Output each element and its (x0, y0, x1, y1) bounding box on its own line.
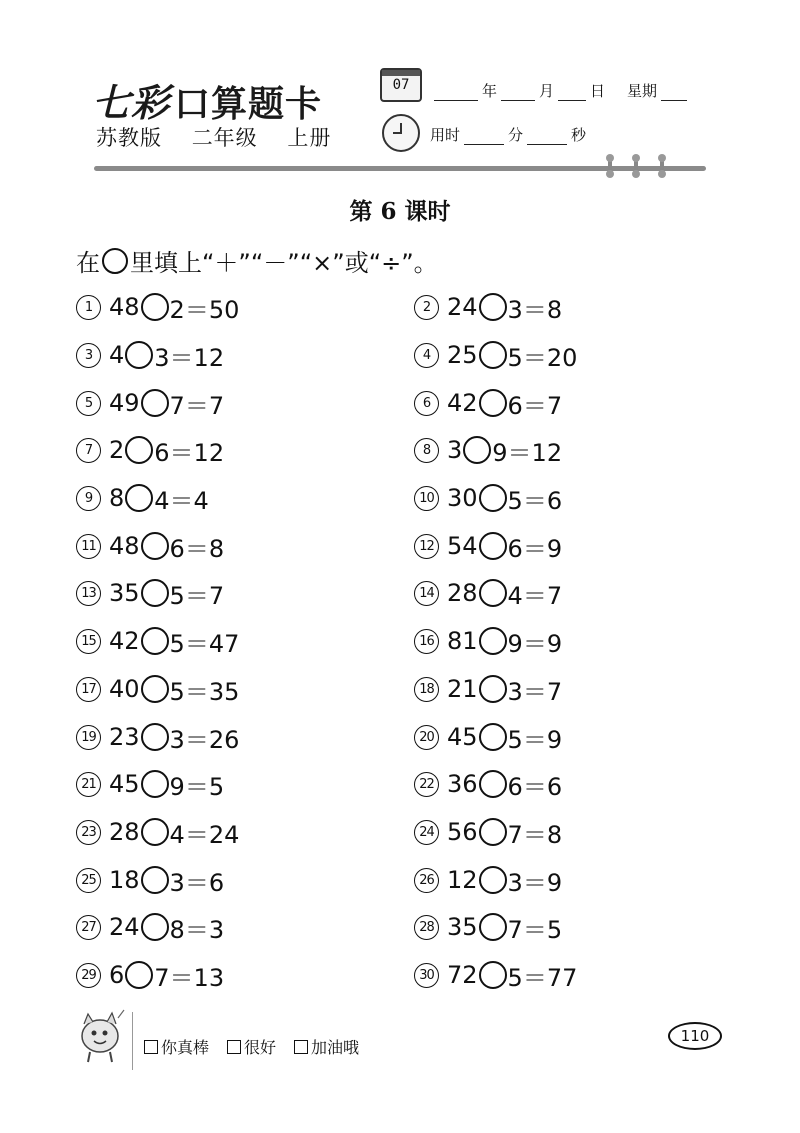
header-divider (94, 166, 706, 171)
edition-volume: 上册 (287, 126, 332, 150)
day-label: 日 (590, 82, 606, 100)
problem-number: 9 (76, 486, 101, 511)
operator-slot[interactable] (141, 675, 169, 703)
equation-rest: 7＝8 (507, 820, 563, 849)
operand: 36 (447, 770, 478, 798)
operator-slot[interactable] (479, 532, 507, 560)
equation-rest: 5＝47 (169, 629, 240, 658)
equation-rest: 5＝6 (507, 486, 563, 515)
equation-rest: 3＝6 (169, 868, 225, 897)
operand: 12 (447, 866, 478, 894)
problem-9 (76, 482, 209, 514)
problem-number: 29 (76, 963, 101, 988)
operator-slot[interactable] (125, 436, 153, 464)
logo-brand: 七彩 (92, 80, 171, 125)
problem-number: 10 (414, 486, 439, 511)
operand: 81 (447, 627, 478, 655)
operand: 49 (109, 389, 140, 417)
edition-publisher: 苏教版 (96, 126, 162, 150)
operator-slot[interactable] (141, 866, 169, 894)
equation-rest: 5＝35 (169, 677, 240, 706)
problem-number: 26 (414, 868, 439, 893)
operand: 3 (447, 436, 463, 464)
problem-29 (76, 959, 224, 991)
lesson-title: 第 6 课时 (349, 198, 451, 225)
binder-ring-icon (634, 158, 638, 174)
rating-label: 你真棒 (161, 1038, 210, 1057)
equation-rest: 9＝12 (492, 438, 563, 467)
equation-rest: 3＝26 (169, 725, 240, 754)
operator-slot[interactable] (463, 436, 491, 464)
rating-label: 很好 (244, 1038, 277, 1057)
instruction (76, 243, 438, 278)
problem-number: 16 (414, 629, 439, 654)
operand: 24 (109, 913, 140, 941)
equation-rest: 3＝9 (507, 868, 563, 897)
problem-12 (414, 530, 562, 562)
problem-number: 8 (414, 438, 439, 463)
problem-number: 23 (76, 820, 101, 845)
edition-info (96, 122, 353, 152)
problem-number: 6 (414, 391, 439, 416)
problem-13 (76, 577, 224, 609)
operator-slot[interactable] (141, 389, 169, 417)
equation-rest: 6＝7 (507, 391, 563, 420)
equation-rest: 5＝7 (169, 581, 225, 610)
problem-23 (76, 816, 239, 848)
problem-21 (76, 768, 224, 800)
operand: 30 (447, 484, 478, 512)
equation-rest: 5＝20 (507, 343, 578, 372)
operand: 45 (447, 723, 478, 751)
operator-slot[interactable] (141, 293, 169, 321)
problem-number: 5 (76, 391, 101, 416)
time-used-label: 用时 (430, 126, 461, 144)
operator-slot[interactable] (141, 913, 169, 941)
binder-ring-icon (660, 158, 664, 174)
date-fields (430, 80, 691, 101)
problem-24 (414, 816, 562, 848)
page-number: 110 (668, 1022, 722, 1050)
problem-number: 3 (76, 343, 101, 368)
operator-slot[interactable] (479, 484, 507, 512)
equation-rest: 8＝3 (169, 915, 225, 944)
problem-number: 1 (76, 295, 101, 320)
operand: 28 (109, 818, 140, 846)
equation-rest: 6＝9 (507, 534, 563, 563)
instruction-before: 在 (76, 249, 100, 277)
problem-number: 24 (414, 820, 439, 845)
checkbox-icon[interactable] (294, 1040, 308, 1054)
problem-number: 15 (76, 629, 101, 654)
equation-rest: 4＝24 (169, 820, 240, 849)
problem-27 (76, 911, 224, 943)
problem-15 (76, 625, 239, 657)
problem-number: 27 (76, 915, 101, 940)
operand: 35 (109, 579, 140, 607)
minutes-input[interactable] (464, 130, 504, 145)
equation-rest: 5＝9 (507, 725, 563, 754)
operand: 8 (109, 484, 125, 512)
problem-number: 18 (414, 677, 439, 702)
problem-14 (414, 577, 562, 609)
operand: 28 (447, 579, 478, 607)
operator-slot[interactable] (479, 961, 507, 989)
operand: 48 (109, 293, 140, 321)
problem-16 (414, 625, 562, 657)
operator-slot[interactable] (479, 913, 507, 941)
equation-rest: 9＝9 (507, 629, 563, 658)
calendar-icon (380, 68, 422, 102)
operand: 40 (109, 675, 140, 703)
self-rating (144, 1035, 377, 1058)
operand: 24 (447, 293, 478, 321)
operator-slot[interactable] (479, 770, 507, 798)
calendar-number: 07 (392, 77, 410, 93)
problem-number: 30 (414, 963, 439, 988)
rating-label: 加油哦 (311, 1038, 360, 1057)
operator-slot[interactable] (479, 579, 507, 607)
problem-number: 19 (76, 725, 101, 750)
problem-17 (76, 673, 239, 705)
operator-slot[interactable] (479, 293, 507, 321)
rating-option-keep-going[interactable] (294, 1035, 359, 1058)
problem-number: 21 (76, 772, 101, 797)
problem-number: 14 (414, 581, 439, 606)
operator-slot[interactable] (479, 866, 507, 894)
operand: 72 (447, 961, 478, 989)
equation-rest: 2＝50 (169, 295, 240, 324)
equation-rest: 5＝77 (507, 963, 578, 992)
seconds-label: 秒 (571, 126, 587, 144)
equation-rest: 7＝5 (507, 915, 563, 944)
operator-slot[interactable] (479, 675, 507, 703)
problem-number: 22 (414, 772, 439, 797)
operand: 4 (109, 341, 125, 369)
problem-number: 12 (414, 534, 439, 559)
operand: 56 (447, 818, 478, 846)
operand: 6 (109, 961, 125, 989)
operator-slot[interactable] (141, 723, 169, 751)
operand: 42 (109, 627, 140, 655)
operand: 42 (447, 389, 478, 417)
problem-number: 4 (414, 343, 439, 368)
problem-number: 17 (76, 677, 101, 702)
problem-number: 7 (76, 438, 101, 463)
problem-7 (76, 434, 224, 466)
problem-28 (414, 911, 562, 943)
equation-rest: 3＝8 (507, 295, 563, 324)
edition-grade: 二年级 (191, 126, 258, 150)
equation-rest: 9＝5 (169, 772, 225, 801)
problem-19 (76, 721, 239, 753)
operator-slot[interactable] (141, 627, 169, 655)
year-input[interactable] (434, 86, 478, 101)
problem-22 (414, 768, 562, 800)
operand: 54 (447, 532, 478, 560)
rating-option-great[interactable] (144, 1035, 209, 1058)
checkbox-icon[interactable] (144, 1040, 158, 1054)
equation-rest: 4＝4 (154, 486, 209, 515)
rating-option-good[interactable] (227, 1035, 276, 1058)
operator-slot[interactable] (479, 818, 507, 846)
time-fields (430, 124, 586, 145)
operator-slot[interactable] (125, 341, 153, 369)
binder-ring-icon (608, 158, 612, 174)
equation-rest: 3＝7 (507, 677, 563, 706)
operand: 35 (447, 913, 478, 941)
problem-18 (414, 673, 562, 705)
problem-6 (414, 387, 562, 419)
operator-slot[interactable] (479, 341, 507, 369)
operator-slot[interactable] (141, 818, 169, 846)
operand: 23 (109, 723, 140, 751)
problem-3 (76, 339, 224, 371)
problem-20 (414, 721, 562, 753)
equation-rest: 4＝7 (507, 581, 563, 610)
seconds-input[interactable] (527, 130, 567, 145)
equation-rest: 7＝13 (154, 963, 225, 992)
problem-number: 20 (414, 725, 439, 750)
problem-25 (76, 864, 224, 896)
equation-rest: 3＝12 (154, 343, 225, 372)
equation-rest: 7＝7 (169, 391, 225, 420)
operator-slot[interactable] (125, 484, 153, 512)
operator-slot[interactable] (479, 627, 507, 655)
app-logo (92, 72, 322, 127)
problem-1 (76, 291, 239, 323)
equation-rest: 6＝6 (507, 772, 563, 801)
operator-slot[interactable] (479, 723, 507, 751)
footer-divider (132, 1012, 133, 1070)
weekday-label: 星期 (627, 82, 658, 100)
problem-number: 28 (414, 915, 439, 940)
month-input[interactable] (501, 86, 535, 101)
operand: 21 (447, 675, 478, 703)
year-label: 年 (482, 82, 498, 100)
operand: 18 (109, 866, 140, 894)
problem-30 (414, 959, 577, 991)
problem-10 (414, 482, 562, 514)
operator-slot[interactable] (141, 532, 169, 560)
operand: 25 (447, 341, 478, 369)
checkbox-icon[interactable] (227, 1040, 241, 1054)
operand: 48 (109, 532, 140, 560)
problem-number: 25 (76, 868, 101, 893)
operand: 45 (109, 770, 140, 798)
day-input[interactable] (558, 86, 586, 101)
operand: 2 (109, 436, 125, 464)
operator-slot[interactable] (125, 961, 153, 989)
problem-5 (76, 387, 224, 419)
operator-slot[interactable] (141, 579, 169, 607)
problem-2 (414, 291, 562, 323)
problem-11 (76, 530, 224, 562)
operator-slot[interactable] (141, 770, 169, 798)
instruction-after: 里填上“＋”“－”“×”或“÷”。 (130, 249, 438, 277)
operator-slot[interactable] (479, 389, 507, 417)
problem-number: 11 (76, 534, 101, 559)
problem-4 (414, 339, 577, 371)
mascot-icon (74, 1006, 128, 1064)
logo-title: 口算题卡 (174, 84, 323, 125)
weekday-input[interactable] (661, 86, 687, 101)
problem-26 (414, 864, 562, 896)
clock-icon (382, 114, 420, 152)
equation-rest: 6＝12 (154, 438, 225, 467)
problem-8 (414, 434, 562, 466)
problem-number: 13 (76, 581, 101, 606)
problem-number: 2 (414, 295, 439, 320)
month-label: 月 (539, 82, 555, 100)
circle-blank-icon (102, 248, 128, 274)
equation-rest: 6＝8 (169, 534, 225, 563)
minutes-label: 分 (508, 126, 524, 144)
